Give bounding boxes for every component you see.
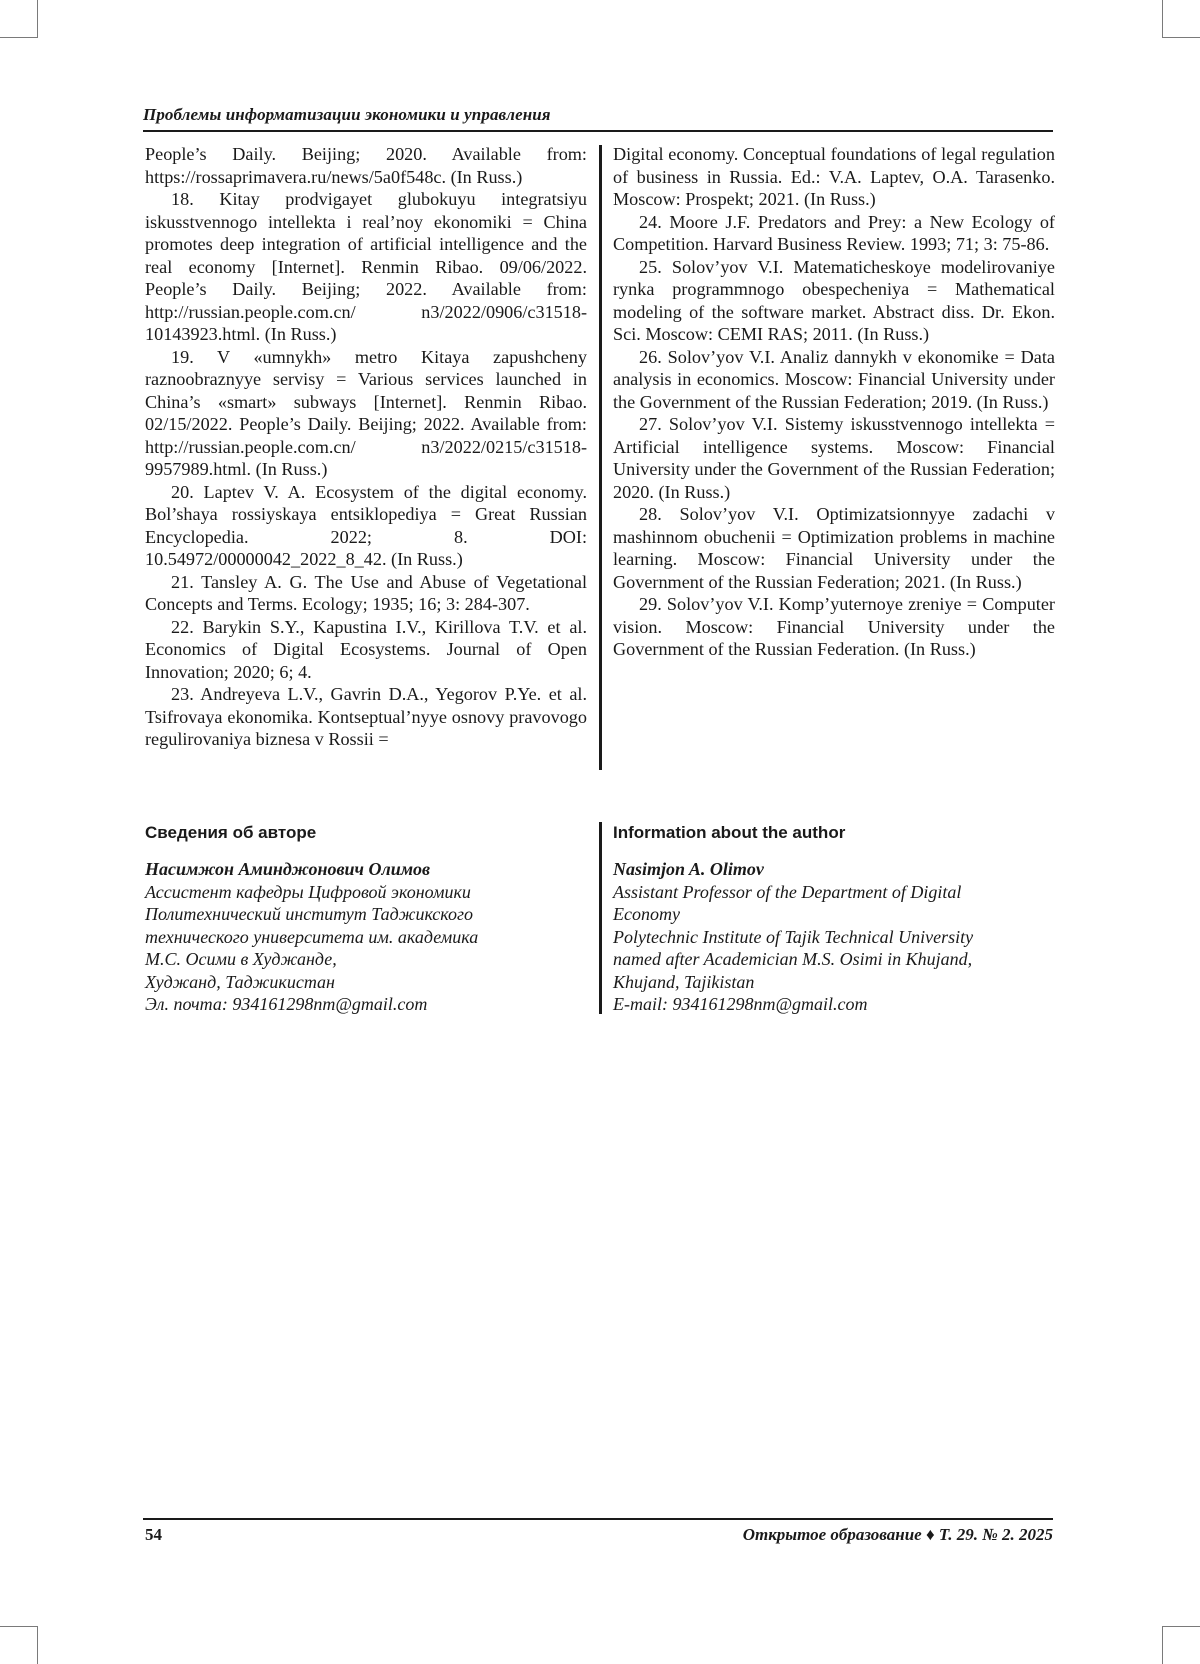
footer-journal-issue: Открытое образование ♦ Т. 29. № 2. 2025 [742, 1525, 1053, 1544]
author-info-ru [145, 822, 595, 1016]
author-affiliation-line: технического университета им. академика [145, 926, 479, 947]
author-name-ru: Насимжон Аминджонович Олимов [145, 859, 431, 879]
footer-rule [143, 1518, 1053, 1520]
reference-item: Digital economy. Conceptual foundations of legal regulation of business in Russia. Ed.: V.A. Laptev, O.A. Tarasenko. Moscow: Prospekt; 2021. (In Russ.) [613, 144, 1055, 209]
author-heading-en: Information about the author [613, 823, 846, 842]
reference-item: 25. Solov’yov V.I. Matematicheskoye modelirovaniye rynka programmnogo obespecheniya = Mathematical modeling of the software market. Abstract diss. Dr. Ekon. Sci. Moscow: CEMI RAS; 2011. (In Russ.) [613, 256, 1055, 344]
column-divider [599, 822, 602, 1014]
page-number: 54 [145, 1525, 162, 1544]
column-divider [599, 145, 602, 770]
reference-item: 22. Barykin S.Y., Kapustina I.V., Kirillova T.V. et al. Economics of Digital Ecosystems. Journal of Open Innovation; 2020; 6; 4. [145, 616, 587, 682]
reference-item: 19. V «umnykh» metro Kitaya zapushcheny raznoobraznyye servisy = Various services launched in China’s «smart» subways [Internet]. Renmin Ribao. 02/15/2022. People’s Daily. Beijing; 2022. Available from: http://russian.people.com.cn/ n3/2022/0215/c31518-9957989.html. (In Russ.) [145, 346, 587, 479]
reference-item: 27. Solov’yov V.I. Sistemy iskusstvennogo intellekta = Artificial intelligence systems. Moscow: Financial University under the Government of the Russian Federation; 2020. (In Russ.) [613, 414, 1055, 502]
author-info-en [613, 822, 1063, 1016]
reference-item: People’s Daily. Beijing; 2020. Available from: https://rossaprimavera.ru/news/5a0f548c. (In Russ.) [145, 144, 587, 187]
reference-item: 26. Solov’yov V.I. Analiz dannykh v ekonomike = Data analysis in economics. Moscow: Financial University under the Government of the Russian Federation; 2019. (In Russ.) [613, 346, 1055, 412]
author-location-line: Khujand, Tajikistan [613, 971, 755, 992]
crop-mark [1162, 1626, 1163, 1664]
author-affiliation-line: Политехнический институт Таджикского [145, 904, 473, 924]
crop-mark [1162, 37, 1200, 38]
crop-mark [0, 37, 38, 38]
reference-item: 18. Kitay prodvigayet glubokuyu integratsiyu iskusstvennogo intellekta i real’noy ekonomiki = China promotes deep integration of artificial intelligence and the real economy [Internet]. Renmin Ribao. 09/06/2022. People’s Daily. Beijing; 2022. Available from: http://russian.people.com.cn/ n3/2022/0906/c31518-10143923.html. (In Russ.) [145, 189, 587, 344]
author-affiliation-line: Ассистент кафедры Цифровой экономики [145, 881, 471, 902]
author-email-en: E-mail: 934161298nm@gmail.com [613, 994, 868, 1014]
author-name-en: Nasimjon A. Olimov [613, 859, 764, 879]
crop-mark [37, 1626, 38, 1664]
crop-mark [1162, 0, 1163, 38]
reference-item: 23. Andreyeva L.V., Gavrin D.A., Yegorov P.Ye. et al. Tsifrovaya ekonomika. Kontseptual’nyye osnovy pravovogo regulirovaniya biznesa v Rossii = [145, 684, 587, 749]
author-affiliation-line: М.С. Осими в Худжанде, [145, 949, 337, 969]
crop-mark [37, 0, 38, 38]
author-affiliation-line: named after Academician M.S. Osimi in Khujand, [613, 949, 973, 969]
header-rule [143, 130, 1053, 132]
reference-item: 20. Laptev V. A. Ecosystem of the digital economy. Bol’shaya rossiyskaya entsiklopediya = Great Russian Encyclopedia. 2022; 8. DOI: 10.54972/00000042_2022_8_42. (In Russ.) [145, 481, 587, 569]
references-left-column [145, 143, 587, 751]
reference-item: 21. Tansley A. G. The Use and Abuse of Vegetational Concepts and Terms. Ecology; 1935; 16; 3: 284-307. [145, 571, 587, 614]
author-email-ru: Эл. почта: 934161298nm@gmail.com [145, 994, 428, 1014]
reference-item: 24. Moore J.F. Predators and Prey: a New Ecology of Competition. Harvard Business Review. 1993; 71; 3: 75-86. [613, 211, 1055, 254]
references-right-column [613, 143, 1055, 661]
crop-mark [0, 1626, 38, 1627]
author-location-line: Худжанд, Таджикистан [145, 971, 335, 992]
reference-item: 28. Solov’yov V.I. Optimizatsionnyye zadachi v mashinnom obuchenii = Optimization problems in machine learning. Moscow: Financial University under the Government of the Russian Federation; 2021. (In Russ.) [613, 504, 1055, 592]
author-affiliation-line: Polytechnic Institute of Tajik Technical University [613, 926, 974, 947]
author-affiliation-line: Economy [613, 904, 680, 924]
author-affiliation-line: Assistant Professor of the Department of Digital [613, 881, 962, 902]
running-head: Проблемы информатизации экономики и управления [143, 105, 551, 124]
reference-item: 29. Solov’yov V.I. Komp’yuternoye zreniye = Computer vision. Moscow: Financial University under the Government of the Russian Federation. (In Russ.) [613, 594, 1055, 659]
author-heading-ru: Сведения об авторе [145, 823, 317, 842]
crop-mark [1162, 1626, 1200, 1627]
